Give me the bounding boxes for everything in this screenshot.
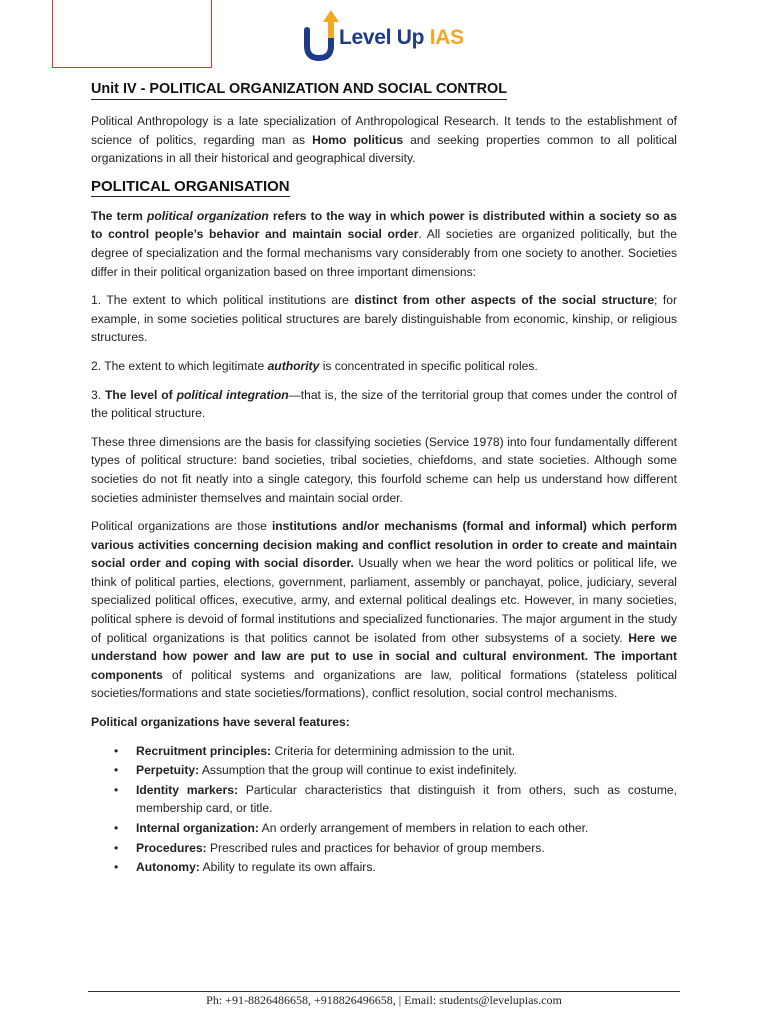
brand-logo (303, 8, 483, 64)
bullet-icon: • (114, 782, 119, 797)
bullet-icon: • (114, 840, 119, 855)
dimension-2-paragraph: 2. The extent to which legitimate authority is concentrated in specific political roles. (91, 358, 538, 373)
list-item: • Autonomy: Ability to regulate its own affairs. (91, 858, 677, 877)
list-item: • Recruitment principles: Criteria for determining admission to the unit. (91, 742, 677, 761)
level-up-logo-icon (303, 8, 339, 64)
features-heading: Political organizations have several features: (91, 715, 350, 730)
features-list (91, 742, 677, 877)
list-item: • Identity markers: Particular characteristics that distinguish it from others, such as costume, membership card, or title. (114, 782, 678, 816)
list-item: • Perpetuity: Assumption that the group will continue to exist indefinitely. (91, 761, 677, 780)
bullet-icon: • (114, 860, 119, 875)
document-body (91, 80, 677, 878)
brand-name (339, 26, 464, 50)
section-title: POLITICAL ORGANISATION (91, 177, 290, 195)
list-item: • Internal organization: An orderly arrangement of members in relation to each other. (91, 819, 677, 838)
bullet-icon: • (114, 743, 119, 758)
red-outline-box (52, 0, 212, 68)
brand-accent-text: IAS (429, 26, 464, 49)
unit-title: Unit IV - POLITICAL ORGANIZATION AND SOCIAL CONTROL (91, 80, 507, 100)
political-organizations-paragraph: Political organizations are those institutions and/or mechanisms (formal and informal) which perform various activities concerning decision making and conflict resolution in order to create and maintain social order and coping with social disorder. Usually when we hear the word politics or political life, we think of political parties, elections, government, parliament, assembly or panchayat, police, judiciary, several specialized political offices, executive, army, and external political dealings etc. However, in many societies, political sphere is devoid of formal institutions and specialized functionaries. The major argument in the study of political organizations is that politics cannot be isolated from other subsystems of a society. Here we understand how power and law are put to use in social and cultural environment. The important components of political systems and organizations are law, political formations (stateless political societies/formations and state societies/formations), conflict resolution, social control mechanisms. (91, 519, 677, 701)
intro-paragraph: Political Anthropology is a late specialization of Anthropological Research. It tends to the establishment of science of politics, regarding man as Homo politicus and seeking properties common to all political organizations in all their historical and geographical diversity. (91, 114, 677, 166)
bullet-icon: • (114, 821, 119, 835)
classification-paragraph: These three dimensions are the basis for classifying societies (Service 1978) into four fundamentally different types of political structure: band societies, tribal societies, chiefdoms, and state societies. Although some societies do not fit neatly into a single category, this fourfold scheme can help us understand how different societies administer themselves and maintain social order. (91, 434, 677, 505)
bullet-icon: • (114, 763, 119, 778)
dimension-3-paragraph: 3. The level of political integration—that is, the size of the territorial group that comes under the control of the political structure. (91, 387, 677, 421)
footer-divider (88, 991, 680, 992)
footer-contact: Ph: +91-8826486658, +918826496658, | Email: students@levelupias.com (206, 993, 562, 1007)
list-item: • Procedures: Prescribed rules and practices for behavior of group members. (91, 839, 677, 858)
definition-paragraph: The term political organization refers to the way in which power is distributed within a society so as to control people’s behavior and maintain social order. All societies are organized politically, but the degree of specialization and the formal mechanisms vary considerably from one society to another. Societies differ in their political organization based on three important dimensions: (91, 208, 677, 279)
dimension-1-paragraph: 1. The extent to which political institutions are distinct from other aspects of the social structure; for example, in some societies political structures are barely distinguishable from economic, kinship, or religious structures. (91, 293, 677, 345)
brand-main-text: Level Up (339, 26, 425, 49)
